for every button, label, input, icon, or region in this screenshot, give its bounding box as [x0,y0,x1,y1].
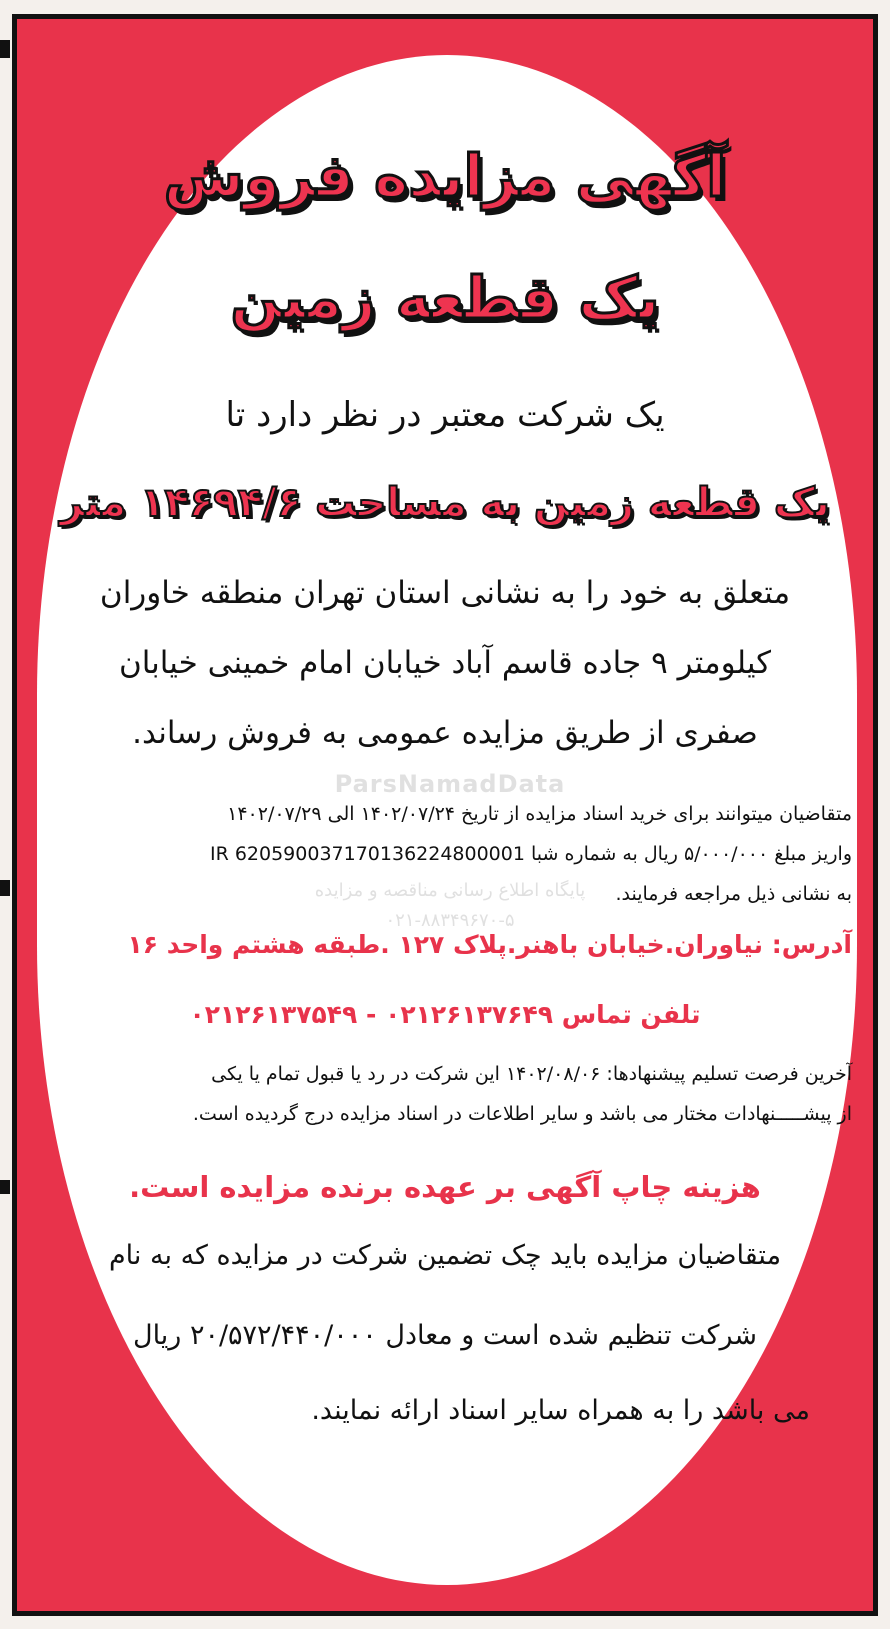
intro-text: یک شرکت معتبر در نظر دارد تا [225,395,665,435]
watermark-phone: ۰۲۱-۸۸۳۴۹۶۷۰-۵ [385,910,515,931]
deadline-line-2: از پیشـــــنهادات مختار می باشد و سایر اطلاعات در اسناد مزایده درج گردیده است. [192,1103,852,1125]
ad-title-line1: آگهی مزایده فروش [163,142,727,210]
guarantee-line-3: می باشد را به همراه سایر اسناد ارائه نمایند. [311,1395,810,1426]
details-line-2: واریز مبلغ ۵/۰۰۰/۰۰۰ ریال به شماره شبا IR 620590037170136224800001 [209,843,852,865]
guarantee-line-1: متقاضیان مزایده باید چک تضمین شرکت در مزایده که به نام [108,1240,782,1271]
watermark-sub: پایگاه اطلاع رسانی مناقصه و مزایده [314,880,586,901]
guarantee-line-2: شرکت تنظیم شده است و معادل ۲۰/۵۷۲/۴۴۰/۰۰۰ ریال [132,1320,758,1351]
details-line-1: متقاضیان میتوانند برای خرید اسناد مزایده از تاریخ ۱۴۰۲/۰۷/۲۴ الی ۱۴۰۲/۰۷/۲۹ [227,803,852,825]
land-area-headline: یک قطعه زمین به مساحت ۱۴۶۹۴/۶ متر [60,480,830,526]
address: آدرس: نیاوران.خیابان باهنر.پلاک ۱۲۷ .طبقه هشتم واحد ۱۶ [127,930,852,959]
deadline-line-1: آخرین فرصت تسلیم پیشنهادها: ۱۴۰۲/۰۸/۰۶ این شرکت در رد یا قبول تمام یا یکی [211,1063,852,1085]
watermark-brand: ParsNamadData [334,770,566,798]
ad-title-line2: یک قطعه زمین [230,264,660,332]
details-line-3: به نشانی ذیل مراجعه فرمایند. [615,883,852,905]
print-cost-note: هزینه چاپ آگهی بر عهده برنده مزایده است. [129,1170,761,1204]
body-line-3: صفری از طریق مزایده عمومی به فروش رساند. [132,715,758,751]
body-line-2: کیلومتر ۹ جاده قاسم آباد خیابان امام خمینی خیابان [118,645,772,681]
body-line-1: متعلق به خود را به نشانی استان تهران منطقه خاوران [99,575,791,611]
contact-phone: تلفن تماس ۰۲۱۲۶۱۳۷۶۴۹ - ۰۲۱۲۶۱۳۷۵۴۹ [189,1000,701,1029]
